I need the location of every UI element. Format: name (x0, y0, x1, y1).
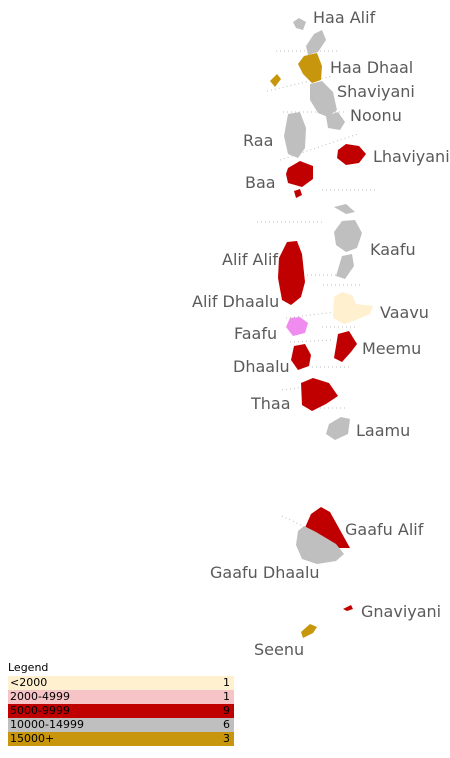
atoll-shape-thaa (301, 378, 338, 411)
atoll-shape-raa (284, 112, 306, 158)
legend-range-label: 5000-9999 (10, 704, 70, 717)
label-dhaalu: Dhaalu (233, 357, 290, 376)
atoll-shape-baa-islet (294, 189, 302, 198)
label-gaafu-dhaalu: Gaafu Dhaalu (210, 563, 320, 582)
atoll-shape-kaafu (334, 220, 362, 252)
legend-range-label: 10000-14999 (10, 718, 84, 731)
legend-range-label: 15000+ (10, 732, 55, 745)
label-haa-dhaal: Haa Dhaal (330, 58, 414, 77)
atoll-shape-haa-dhaal-islet (270, 74, 281, 87)
label-thaa: Thaa (251, 394, 291, 413)
label-noonu: Noonu (350, 106, 402, 125)
label-gnaviyani: Gnaviyani (361, 602, 442, 621)
atoll-shape-alif-alif (278, 241, 305, 305)
label-shaviyani: Shaviyani (337, 82, 415, 101)
atoll-shape-kaafu-north (334, 204, 355, 214)
label-gaafu-alif: Gaafu Alif (345, 520, 424, 539)
legend-row-15000-plus (8, 732, 234, 746)
atoll-shape-haa-alif-north (293, 18, 306, 30)
label-lhaviyani: Lhaviyani (373, 147, 450, 166)
atoll-shape-shaviyani (310, 81, 337, 117)
legend-range-label: <2000 (10, 676, 48, 689)
label-haa-alif: Haa Alif (313, 8, 376, 27)
label-faafu: Faafu (234, 324, 278, 343)
legend-row-5000-9999 (8, 704, 234, 718)
label-raa: Raa (243, 131, 274, 150)
atoll-shape-vaavu (333, 292, 373, 324)
label-alif-dhaalu: Alif Dhaalu (192, 292, 280, 311)
label-laamu: Laamu (356, 421, 411, 440)
legend-count: 3 (223, 732, 230, 745)
atoll-shape-faafu (286, 317, 308, 336)
legend-row-10000-14999 (8, 718, 234, 732)
label-seenu: Seenu (254, 640, 305, 659)
label-kaafu: Kaafu (370, 240, 416, 259)
legend-count: 1 (223, 676, 230, 689)
legend-count: 9 (223, 704, 230, 717)
label-baa: Baa (245, 173, 276, 192)
legend-count: 6 (223, 718, 230, 731)
atoll-shape-dhaalu (291, 344, 311, 370)
atoll-shape-kaafu-south (336, 254, 354, 279)
label-vaavu: Vaavu (380, 303, 429, 322)
atoll-shape-gnaviyani (343, 605, 353, 611)
atoll-shape-meemu (334, 331, 357, 362)
atoll-shape-seenu (301, 624, 317, 638)
atoll-shape-haa-alif (306, 30, 326, 55)
legend-count: 1 (223, 690, 230, 703)
label-meemu: Meemu (362, 339, 422, 358)
atoll-shape-laamu (326, 417, 350, 440)
legend-title: Legend (8, 661, 49, 674)
legend-range-label: 2000-4999 (10, 690, 70, 703)
atoll-shape-lhaviyani (337, 144, 366, 165)
label-alif-alif: Alif Alif (222, 250, 279, 269)
atoll-shape-baa (286, 161, 313, 187)
legend-row-lt-2000 (8, 676, 234, 690)
legend-row-2000-4999 (8, 690, 234, 704)
atoll-shape-haa-dhaal (298, 53, 322, 83)
legend (8, 661, 234, 746)
